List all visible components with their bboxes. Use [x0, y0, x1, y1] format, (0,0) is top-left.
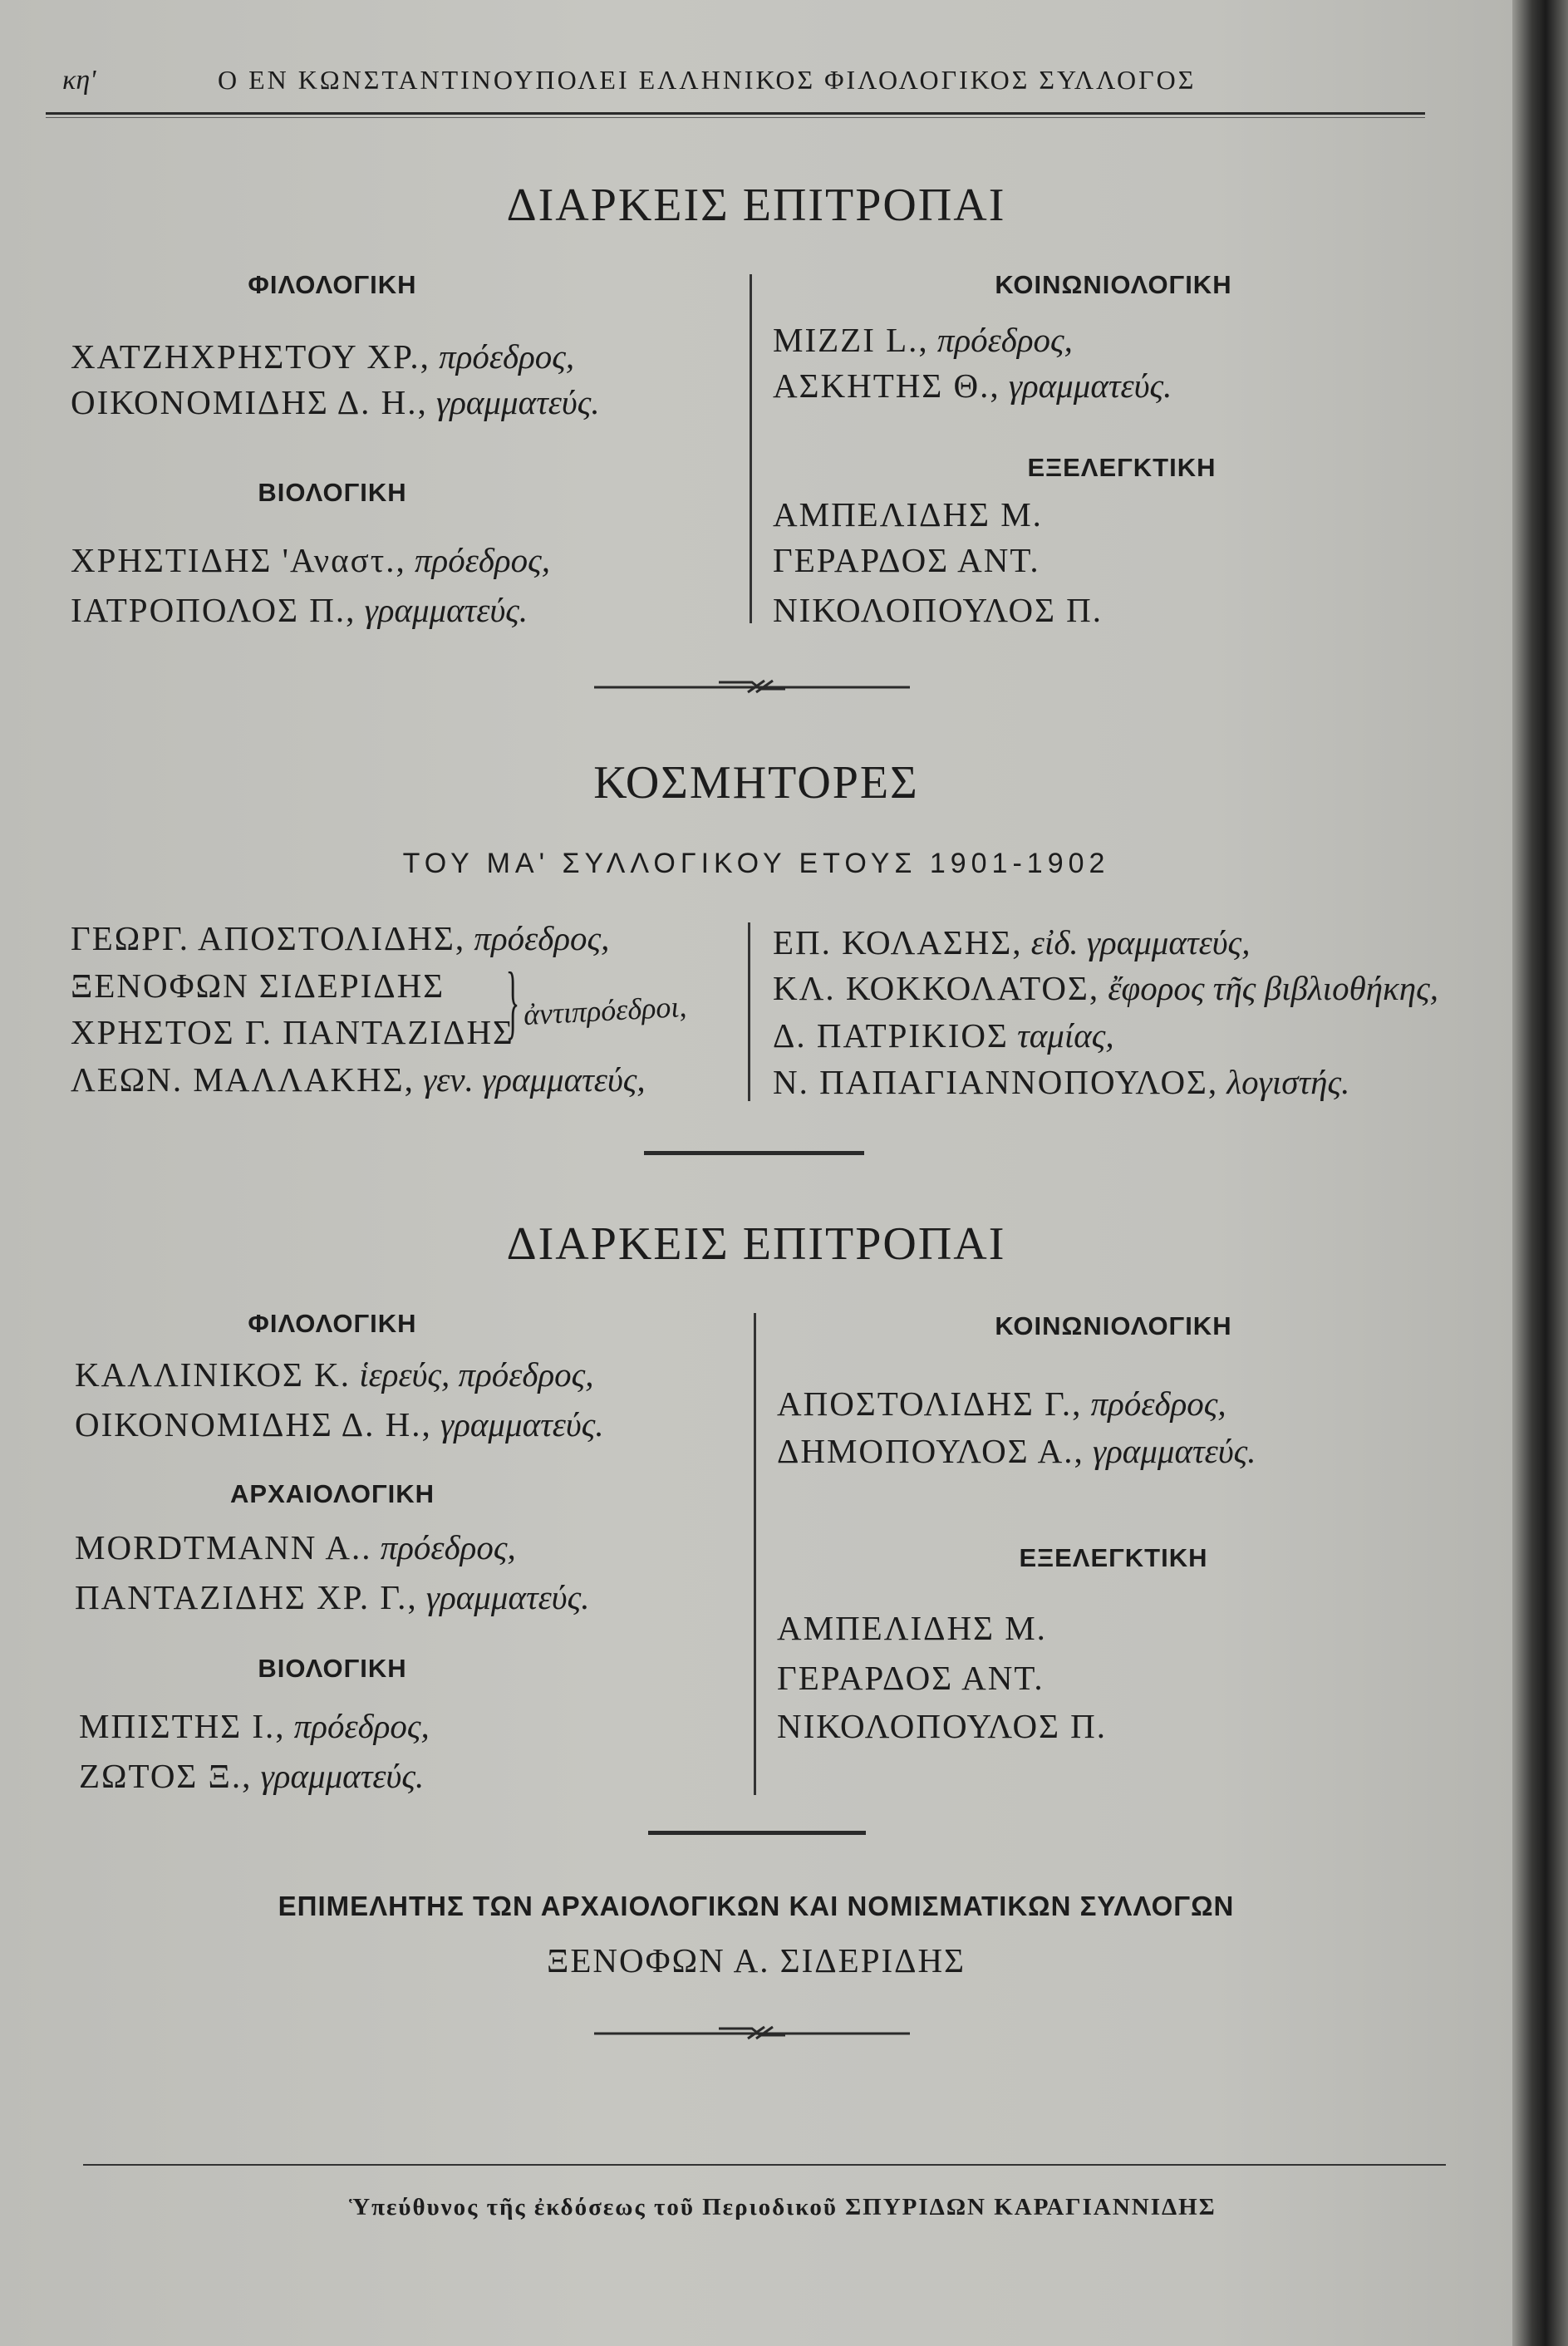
member-role: πρόεδρος, [1090, 1384, 1226, 1423]
header-rule-thin [46, 117, 1425, 118]
member-line [75, 1527, 516, 1567]
member-name: ΜΠΙΣΤΗΣ Ι., [79, 1707, 286, 1745]
heading-philology: ΦΙΛΟΛΟΓΙΚΗ [248, 270, 417, 299]
member-line [777, 1384, 1226, 1424]
member-name: ΙΑΤΡΟΠΟΛΟΣ Π., [71, 591, 356, 629]
member-name-text: ΓΕΡΑΡΔΟΣ ΑΝΤ. [773, 541, 1040, 579]
member-name: Ν. ΠΑΠΑΓΙΑΝΝΟΠΟΥΛΟΣ, [773, 1063, 1219, 1101]
member-name: ΔΗΜΟΠΟΥΛΟΣ Α., [777, 1432, 1084, 1470]
member-role: γραμματεύς. [425, 1578, 590, 1616]
member-name: ΠΑΝΤΑΖΙΔΗΣ ΧΡ. Γ., [75, 1578, 418, 1616]
member-role: πρόεδρος, [293, 1707, 430, 1745]
heading-sociology: ΚΟΙΝΩΝΙΟΛΟΓΙΚΗ [995, 1311, 1232, 1340]
member-name: MORDTMANN A.. [75, 1528, 372, 1566]
member-name: ΚΛ. ΚΟΚΚΟΛΑΤΟΣ, [773, 969, 1100, 1007]
member-line [71, 966, 445, 1006]
member-role: πρόεδρος, [380, 1528, 516, 1566]
member-line [79, 1756, 424, 1796]
member-role: πρόεδρος, [439, 337, 575, 376]
column-divider [754, 1313, 756, 1795]
section-rule [644, 1151, 864, 1155]
member-role: γεν. γραμματεύς, [423, 1060, 646, 1099]
member-name-text: ΑΜΠΕΛΙΔΗΣ Μ. [773, 495, 1043, 534]
member-role: πρόεδρος, [936, 321, 1073, 359]
section-title-permanent-committees-2: ΔΙΑΡΚΕΙΣ ΕΠΙΤΡΟΠΑΙ [506, 1218, 1006, 1270]
member-line [71, 1012, 514, 1052]
vice-presidents-label: ἀντιπρόεδροι, [523, 989, 688, 1032]
member-line [773, 1062, 1349, 1102]
member-role: λογιστής. [1226, 1063, 1350, 1101]
member-name: ΛΕΩΝ. ΜΑΛΛΑΚΗΣ, [71, 1060, 415, 1099]
member-name: ΚΑΛΛΙΝΙΚΟΣ Κ. [75, 1355, 351, 1394]
member-name: ΧΑΤΖΗΧΡΗΣΤΟΥ ΧΡ., [71, 337, 430, 376]
member-name: ΑΣΚΗΤΗΣ Θ., [773, 366, 1000, 405]
member-role: ταμίας, [1017, 1016, 1114, 1055]
member-name: ΖΩΤΟΣ Ξ., [79, 1757, 253, 1795]
member-line [75, 1577, 590, 1617]
member-line [773, 320, 1073, 360]
member-role: πρόεδρος, [474, 919, 610, 957]
footer-rule [83, 2164, 1446, 2166]
member-name: Δ. ΠΑΤΡΙΚΙΟΣ [773, 1016, 1009, 1055]
section-rule [648, 1831, 866, 1835]
book-spine [1512, 0, 1568, 2346]
member-line [773, 366, 1172, 406]
member-name-text: ΓΕΡΑΡΔΟΣ ΑΝΤ. [777, 1659, 1045, 1697]
column-divider [748, 922, 750, 1101]
member-name [773, 590, 1103, 630]
member-line [773, 968, 1438, 1008]
curator-heading: ΕΠΙΜΕΛΗΤΗΣ ΤΩΝ ΑΡΧΑΙΟΛΟΓΙΚΩΝ ΚΑΙ ΝΟΜΙΣΜΑΤΙΚΩΝ ΣΥΛΛΟΓΩΝ [278, 1891, 1235, 1921]
member-line [71, 540, 550, 580]
section-title-permanent-committees: ΔΙΑΡΚΕΙΣ ΕΠΙΤΡΟΠΑΙ [506, 180, 1006, 231]
member-line [79, 1706, 430, 1746]
publisher-note: Ὑπεύθυνος τῆς ἐκδόσεως τοῦ Περιοδικοῦ ΣΠΥΡΙΔΩΝ ΚΑΡΑΓΙΑΝΝΙΔΗΣ [349, 2194, 1217, 2221]
member-name [777, 1608, 1047, 1648]
member-name: ΧΡΗΣΤΟΣ Γ. ΠΑΝΤΑΖΙΔΗΣ [71, 1013, 514, 1051]
member-role: γραμματεύς. [436, 383, 600, 421]
member-name: ΟΙΚΟΝΟΜΙΔΗΣ Δ. Η., [71, 383, 428, 421]
member-name: ΟΙΚΟΝΟΜΙΔΗΣ Δ. Η., [75, 1405, 432, 1444]
member-name: ΓΕΩΡΓ. ΑΠΟΣΤΟΛΙΔΗΣ, [71, 919, 466, 957]
member-role: γραμματεύς. [364, 591, 528, 629]
member-role: ἔφορος τῆς βιβλιοθήκης, [1108, 969, 1438, 1007]
heading-audit: ΕΞΕΛΕΓΚΤΙΚΗ [1019, 1543, 1208, 1572]
member-name [777, 1706, 1107, 1746]
member-role: πρόεδρος, [414, 541, 550, 579]
ornament-divider [594, 677, 910, 694]
section-title-deans: ΚΟΣΜΗΤΟΡΕΣ [593, 757, 919, 809]
member-line [75, 1404, 604, 1444]
member-line [777, 1431, 1256, 1471]
header-rule [46, 112, 1425, 115]
member-name [773, 540, 1040, 580]
journal-title: Ο ΕΝ ΚΩΝΣΤΑΝΤΙΝΟΥΠΟΛΕΙ ΕΛΛΗΝΙΚΟΣ ΦΙΛΟΛΟΓΙΚΟΣ ΣΥΛΛΟΓΟΣ [218, 65, 1197, 95]
member-line [71, 918, 609, 958]
member-name: ΞΕΝΟΦΩΝ ΣΙΔΕΡΙΔΗΣ [71, 966, 445, 1005]
member-line [71, 382, 600, 422]
brace: } [505, 955, 520, 1047]
curator-name [0, 1940, 1512, 1980]
heading-biology: ΒΙΟΛΟΓΙΚΗ [258, 478, 407, 507]
member-role: γραμματεύς. [1092, 1432, 1256, 1470]
member-name [773, 494, 1043, 534]
section-subtitle-year: ΤΟΥ ΜΑ' ΣΥΛΛΟΓΙΚΟΥ ΕΤΟΥΣ 1901-1902 [402, 848, 1110, 879]
member-name: ΜΙΖΖΙ L., [773, 321, 929, 359]
member-line [71, 1060, 646, 1099]
member-name [777, 1658, 1045, 1698]
member-role: γραμματεύς. [440, 1405, 604, 1444]
column-divider [750, 274, 752, 623]
heading-philology: ΦΙΛΟΛΟΓΙΚΗ [248, 1309, 417, 1338]
page-number: κη' [62, 65, 96, 96]
heading-audit: ΕΞΕΛΕΓΚΤΙΚΗ [1027, 453, 1217, 482]
member-name: ΧΡΗΣΤΙΔΗΣ 'Αναστ., [71, 541, 406, 579]
member-role: γραμματεύς. [1008, 366, 1172, 405]
ornament-divider [594, 2024, 910, 2040]
member-line [773, 922, 1250, 962]
heading-sociology: ΚΟΙΝΩΝΙΟΛΟΓΙΚΗ [995, 270, 1232, 299]
heading-archaeology: ΑΡΧΑΙΟΛΟΓΙΚΗ [230, 1479, 435, 1508]
member-name: ΑΠΟΣΤΟΛΙΔΗΣ Γ., [777, 1384, 1083, 1423]
member-name-text: ΝΙΚΟΛΟΠΟΥΛΟΣ Π. [777, 1707, 1108, 1745]
member-line [75, 1355, 594, 1394]
heading-biology: ΒΙΟΛΟΓΙΚΗ [258, 1654, 407, 1683]
member-role: εἰδ. γραμματεύς, [1030, 923, 1251, 962]
member-name: ΕΠ. ΚΟΛΑΣΗΣ, [773, 923, 1023, 962]
member-name-text: ΑΜΠΕΛΙΔΗΣ Μ. [777, 1609, 1047, 1647]
curator-name-text: ΞΕΝΟΦΩΝ Α. ΣΙΔΕΡΙΔΗΣ [547, 1941, 966, 1980]
member-name-text: ΝΙΚΟΛΟΠΟΥΛΟΣ Π. [773, 591, 1103, 629]
member-role: γραμματεύς. [260, 1757, 425, 1795]
member-line [773, 1016, 1114, 1055]
member-line [71, 590, 528, 630]
member-line [71, 337, 574, 376]
member-role: ἱερεύς, πρόεδρος, [359, 1355, 594, 1394]
